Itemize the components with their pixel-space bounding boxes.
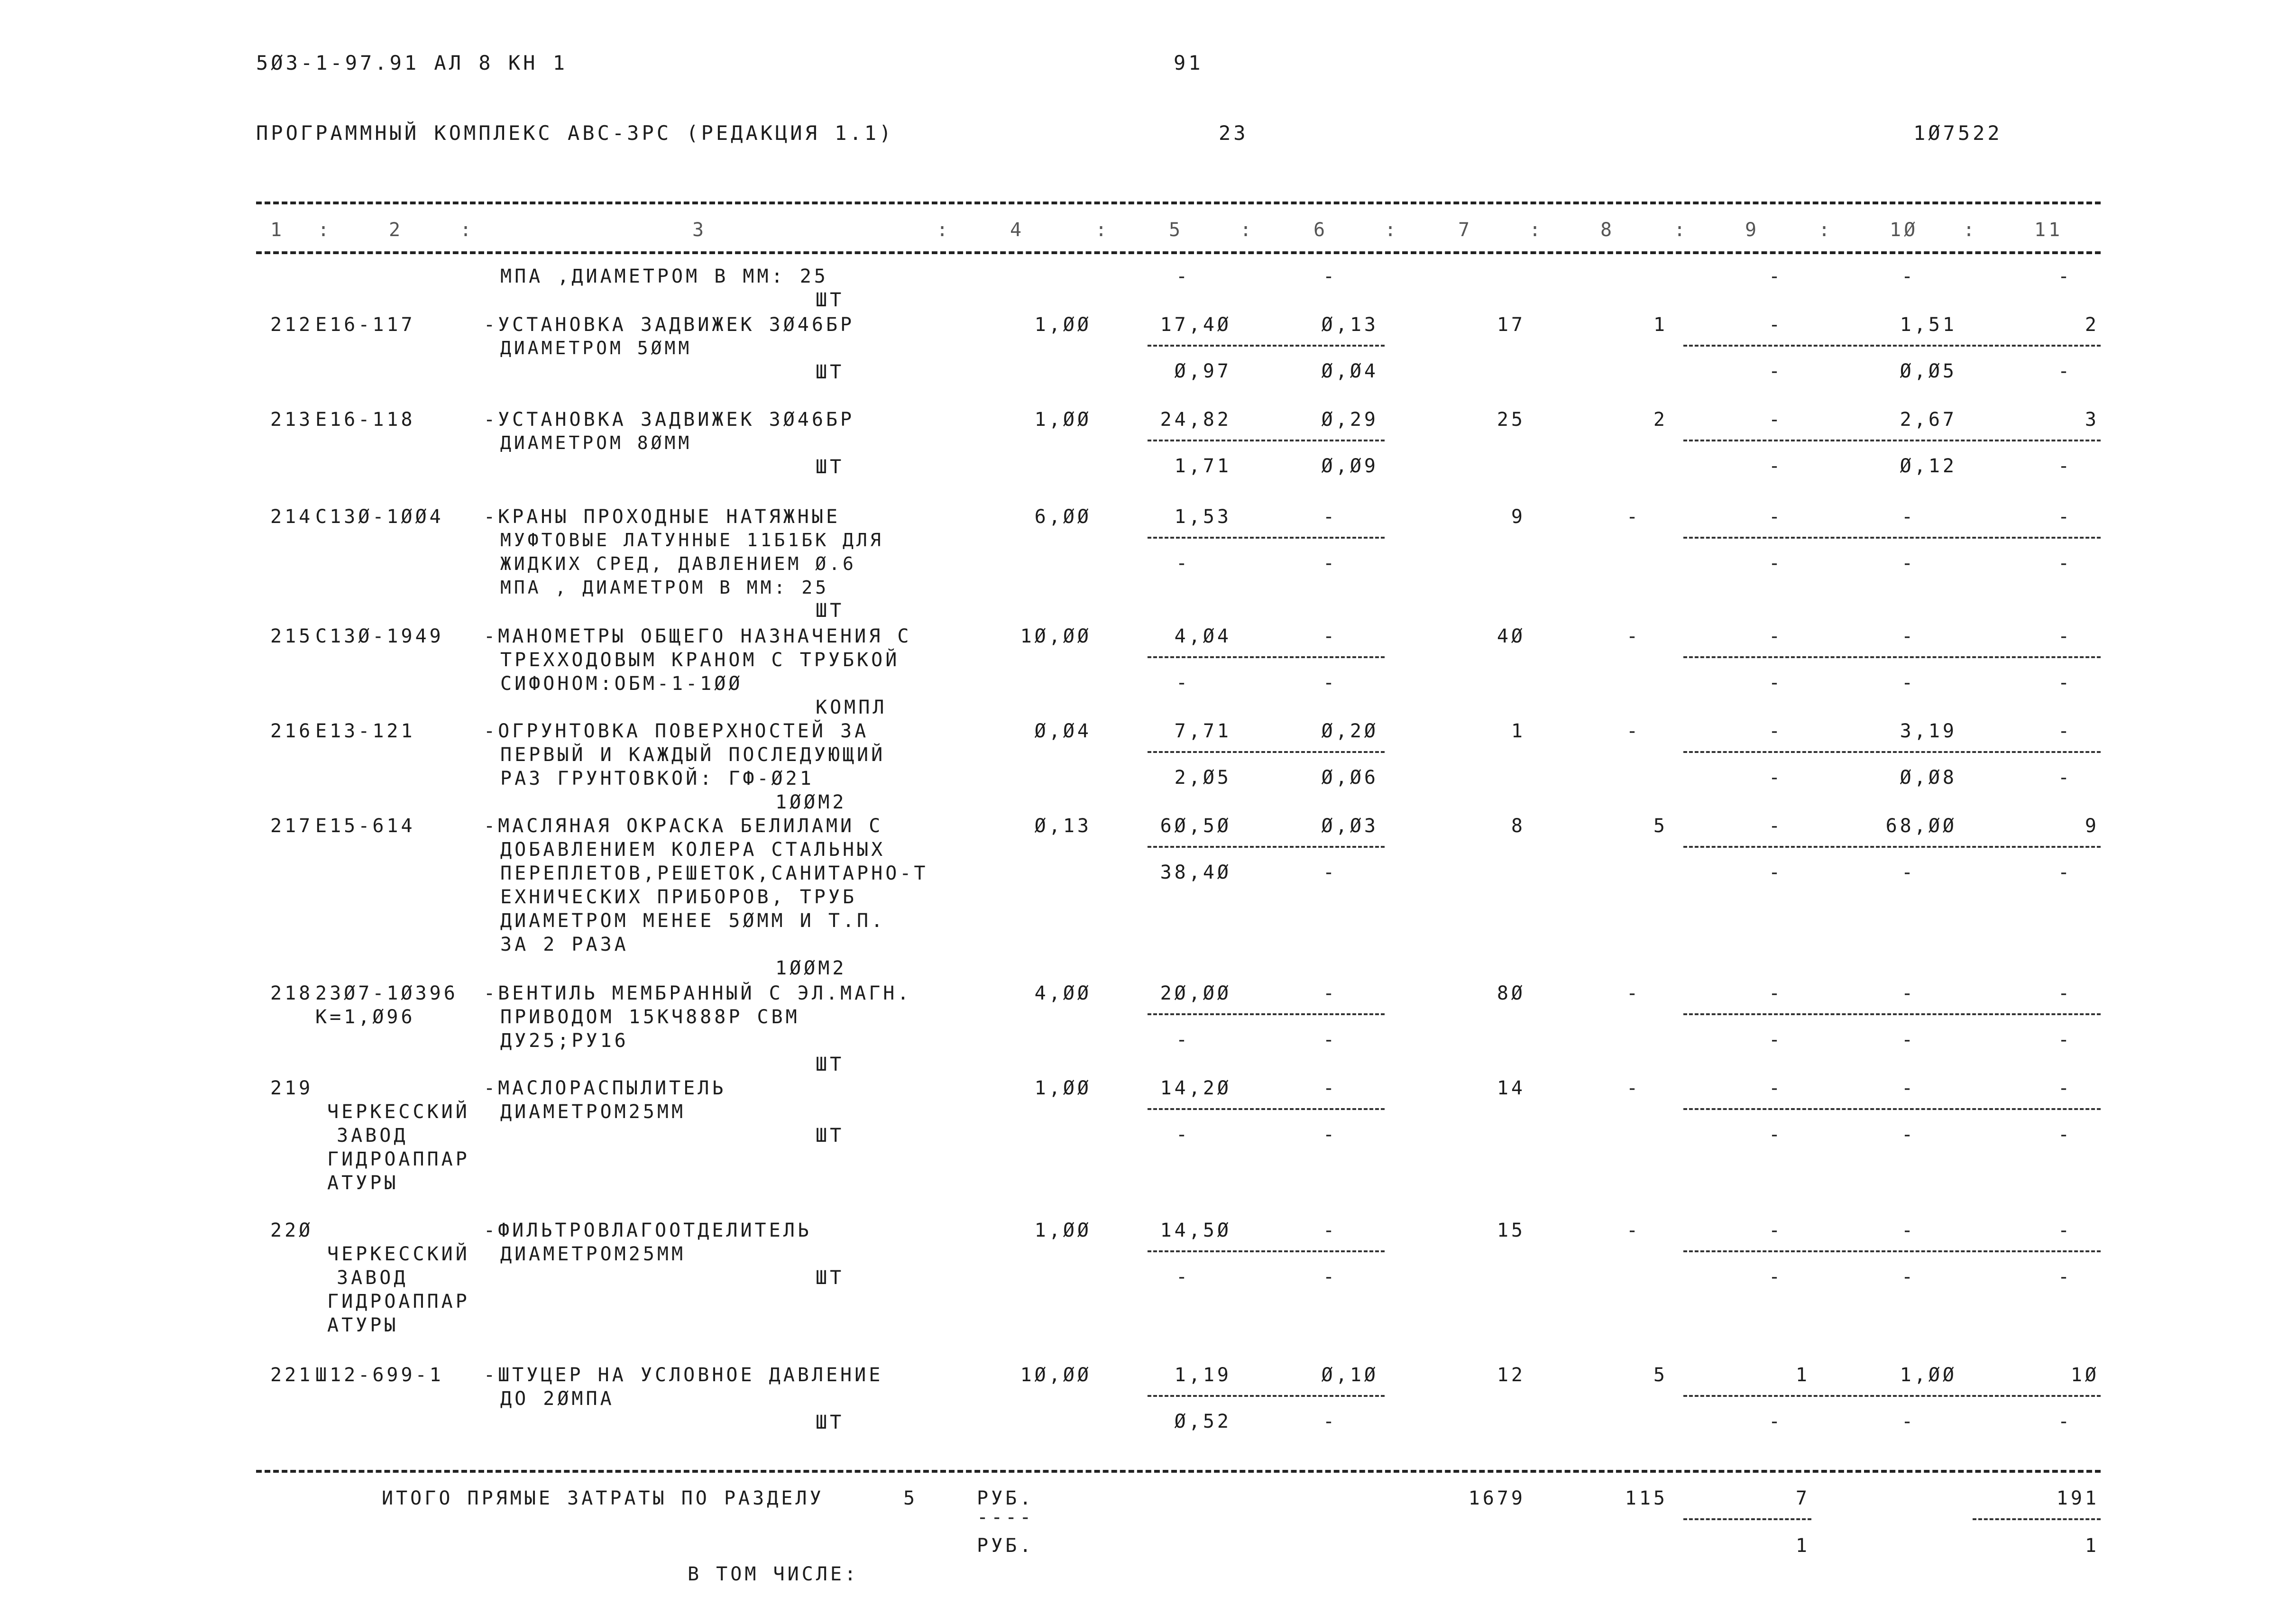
col-9-value: - (1769, 1029, 1783, 1051)
col-7-value: 8 (1511, 815, 1525, 837)
col-7-value: 14 (1497, 1077, 1525, 1099)
col-6-value: - (1323, 672, 1338, 694)
item-description: ПРИВОДОМ 15КЧ888Р СВМ (500, 1006, 800, 1028)
col-5-value: - (1176, 266, 1191, 287)
manufacturer: ЗАВОД (337, 1125, 408, 1147)
row-separator (1683, 537, 2101, 539)
col-sep: : (1963, 219, 1978, 241)
row-separator (1683, 345, 2101, 347)
col-11-value: - (2058, 982, 2073, 1004)
row-separator (1148, 1013, 1385, 1015)
item-description: ЗА 2 РАЗА (500, 934, 629, 955)
col-8-value: 5 (1653, 1364, 1668, 1386)
col-5-value: - (1176, 552, 1191, 574)
quantity: 4,ØØ (1034, 982, 1092, 1004)
manufacturer: ЗАВОД (337, 1267, 408, 1289)
col-6-value: - (1323, 625, 1338, 647)
col-11-value: - (2058, 1029, 2073, 1051)
row-number: 214 (270, 506, 313, 528)
col-5-value: 4,Ø4 (1174, 625, 1231, 647)
total-col-11: 1 (2085, 1535, 2099, 1557)
col-8-value: - (1626, 1077, 1641, 1099)
manufacturer: ЧЕРКЕССКИЙ (327, 1243, 470, 1265)
col-6-value: Ø,29 (1321, 409, 1378, 431)
item-unit: КОМПЛ (816, 697, 887, 718)
col-9-value: - (1769, 720, 1783, 742)
col-6-value: Ø,13 (1321, 314, 1378, 336)
col-9-value: - (1769, 506, 1783, 528)
col-8-value: - (1626, 1220, 1641, 1241)
col-11-value: - (2058, 767, 2073, 789)
col-9-value: - (1769, 625, 1783, 647)
row-number: 22Ø (270, 1220, 313, 1241)
row-separator (1148, 440, 1385, 441)
row-separator (1683, 1013, 2101, 1015)
quantity: 1Ø,ØØ (1020, 625, 1092, 647)
col-10-value: - (1901, 552, 1916, 574)
col-11-value: - (2058, 1266, 2073, 1288)
col-10-value: 1,ØØ (1900, 1364, 1957, 1386)
col-8-value: - (1626, 982, 1641, 1004)
item-description: ДИАМЕТРОМ МЕНЕЕ 5ØММ И Т.П. (500, 910, 886, 932)
col-sep: : (1818, 219, 1833, 241)
col-5-value: 1,71 (1174, 455, 1231, 477)
col-10-value: 1,51 (1900, 314, 1957, 336)
col-10-value: 3,19 (1900, 720, 1957, 742)
quantity: 1Ø,ØØ (1020, 1364, 1092, 1386)
col-5-value: - (1176, 1266, 1191, 1288)
rate-code: С13Ø-1949 (315, 625, 444, 647)
col-11-value: - (2058, 625, 2073, 647)
totals-rule (256, 1470, 2101, 1473)
document-id: 1Ø7522 (1913, 121, 2002, 145)
col-6-value: - (1323, 266, 1338, 287)
item-unit: ШТ (816, 1054, 845, 1075)
row-separator (1683, 846, 2101, 848)
col-10-value: - (1901, 506, 1916, 528)
col-5-value: 1,19 (1174, 1364, 1231, 1386)
col-10-value: Ø,Ø8 (1900, 767, 1957, 789)
col-11-value: - (2058, 1220, 2073, 1241)
col-8-value: - (1626, 506, 1641, 528)
total-col-8: 115 (1625, 1487, 1668, 1509)
rate-code: Е13-121 (315, 720, 415, 742)
col-sep: : (1385, 219, 1399, 241)
item-unit: ШТ (816, 1267, 845, 1289)
col-9-value: - (1769, 982, 1783, 1004)
totals-separator (1683, 1518, 1811, 1520)
col-9-value: 1 (1795, 1364, 1810, 1386)
col-10-value: - (1901, 1077, 1916, 1099)
item-unit: 1ØØМ2 (775, 957, 847, 979)
col-6-value: Ø,Ø4 (1321, 360, 1378, 382)
col-2-label: 2 (389, 219, 404, 241)
col-8-label: 8 (1600, 219, 1615, 241)
col-11-value: - (2058, 360, 2073, 382)
currency-label: РУБ. (977, 1487, 1034, 1509)
item-description: ПЕРЕПЛЕТОВ,РЕШЕТОК,САНИТАРНО-Т (500, 862, 928, 884)
col-10-value: - (1901, 1411, 1916, 1432)
item-description: ДИАМЕТРОМ25ММ (500, 1101, 686, 1123)
col-6-label: 6 (1313, 219, 1328, 241)
quantity: Ø,Ø4 (1034, 720, 1092, 742)
col-10-value: - (1901, 266, 1916, 287)
col-9-value: - (1769, 455, 1783, 477)
item-description: ЕХНИЧЕСКИХ ПРИБОРОВ, ТРУБ (500, 886, 857, 908)
col-11-value: 2 (2085, 314, 2099, 336)
total-col-7: 1679 (1468, 1487, 1525, 1509)
col-11-value: - (2058, 455, 2073, 477)
col-7-value: 25 (1497, 409, 1525, 431)
quantity: 1,ØØ (1034, 314, 1092, 336)
item-description: ДОБАВЛЕНИЕМ КОЛЕРА СТАЛЬНЫХ (500, 839, 886, 861)
item-description: ЖИДКИХ СРЕД, ДАВЛЕНИЕМ Ø.6 (500, 553, 856, 574)
col-9-value: - (1769, 862, 1783, 883)
currency-underline: ---- (977, 1506, 1034, 1528)
quantity: 1,ØØ (1034, 1220, 1092, 1241)
col-5-value: Ø,97 (1174, 360, 1231, 382)
item-description: ДИАМЕТРОМ 5ØММ (500, 338, 692, 358)
col-sep: : (1674, 219, 1689, 241)
col-10-value: 68,ØØ (1885, 815, 1957, 837)
col-10-value: - (1901, 672, 1916, 694)
col-11-label: 11 (2034, 219, 2063, 241)
document-code: 5Ø3-1-97.91 АЛ 8 КН 1 (256, 51, 568, 74)
col-10-value: - (1901, 1220, 1916, 1241)
item-unit: ШТ (816, 361, 845, 383)
col-9-value: - (1769, 1266, 1783, 1288)
including-label: В ТОМ ЧИСЛЕ: (688, 1563, 859, 1585)
col-7-value: 17 (1497, 314, 1525, 336)
item-description: -ШТУЦЕР НА УСЛОВНОЕ ДАВЛЕНИЕ (484, 1364, 883, 1386)
row-number: 217 (270, 815, 313, 837)
row-separator (1148, 751, 1385, 753)
col-11-value: - (2058, 862, 2073, 883)
item-description: -ФИЛЬТРОВЛАГООТДЕЛИТЕЛЬ (484, 1220, 812, 1241)
row-separator (1683, 1250, 2101, 1252)
col-5-value: 14,2Ø (1160, 1077, 1231, 1099)
item-description: -УСТАНОВКА ЗАДВИЖЕК 3Ø46БР (484, 314, 855, 336)
total-col-9: 1 (1795, 1535, 1810, 1557)
col-10-value: - (1901, 1029, 1916, 1051)
item-description: -МАСЛОРАСПЫЛИТЕЛЬ (484, 1077, 726, 1099)
item-description: ПЕРВЫЙ И КАЖДЫЙ ПОСЛЕДУЮЩИЙ (500, 744, 886, 766)
col-6-value: - (1323, 506, 1338, 528)
col-10-value: - (1901, 625, 1916, 647)
col-sep: : (1095, 219, 1110, 241)
row-separator (1683, 1395, 2101, 1397)
col-3-label: 3 (692, 219, 707, 241)
col-5-value: 24,82 (1160, 409, 1231, 431)
col-5-value: 7,71 (1174, 720, 1231, 742)
quantity: 6,ØØ (1034, 506, 1092, 528)
col-5-value: 2Ø,ØØ (1160, 982, 1231, 1004)
col-5-value: 2,Ø5 (1174, 767, 1231, 789)
col-11-value: - (2058, 1411, 2073, 1432)
col-7-value: 12 (1497, 1364, 1525, 1386)
item-unit: ШТ (816, 289, 845, 311)
col-11-value: - (2058, 506, 2073, 528)
item-description: -МАНОМЕТРЫ ОБЩЕГО НАЗНАЧЕНИЯ С (484, 625, 912, 647)
col-sep: : (937, 219, 951, 241)
col-6-value: Ø,1Ø (1321, 1364, 1378, 1386)
sheet-number: 23 (1219, 121, 1249, 145)
col-6-value: Ø,Ø3 (1321, 815, 1378, 837)
rate-code: С13Ø-1ØØ4 (315, 506, 444, 528)
col-9-value: - (1769, 409, 1783, 431)
col-8-value: - (1626, 720, 1641, 742)
col-10-value: 2,67 (1900, 409, 1957, 431)
col-6-value: - (1323, 982, 1338, 1004)
program-title: ПРОГРАММНЫЙ КОМПЛЕКС АВС-3РС (РЕДАКЦИЯ 1.1) (256, 121, 894, 145)
item-description: ДУ25;РУ16 (500, 1030, 629, 1052)
row-separator (1148, 1395, 1385, 1397)
col-8-value: 2 (1653, 409, 1668, 431)
row-separator (1148, 345, 1385, 347)
col-11-value: - (2058, 1124, 2073, 1146)
col-7-value: 9 (1511, 506, 1525, 528)
item-unit: ШТ (816, 1125, 845, 1147)
rate-code: 23Ø7-1Ø396 (315, 982, 458, 1004)
row-separator (1683, 440, 2101, 441)
total-col-11: 191 (2056, 1487, 2099, 1509)
col-6-value: Ø,Ø9 (1321, 455, 1378, 477)
item-description: -КРАНЫ ПРОХОДНЫЕ НАТЯЖНЫЕ (484, 506, 841, 528)
col-7-label: 7 (1458, 219, 1473, 241)
col-11-value: - (2058, 672, 2073, 694)
col-9-value: - (1769, 672, 1783, 694)
col-6-value: - (1323, 1124, 1338, 1146)
item-description: -УСТАНОВКА ЗАДВИЖЕК 3Ø46БР (484, 409, 855, 431)
col-sep: : (460, 219, 475, 241)
row-separator (1148, 1108, 1385, 1110)
item-description: МУФТОВЫЕ ЛАТУННЫЕ 11Б1БК ДЛЯ (500, 530, 884, 551)
col-10-value: - (1901, 982, 1916, 1004)
col-11-value: - (2058, 552, 2073, 574)
col-11-value: - (2058, 266, 2073, 287)
col-9-value: - (1769, 360, 1783, 382)
col-6-value: - (1323, 1077, 1338, 1099)
col-7-value: 8Ø (1497, 982, 1525, 1004)
col-sep: : (318, 219, 332, 241)
col-9-value: - (1769, 552, 1783, 574)
item-description: ТРЕХХОДОВЫМ КРАНОМ С ТРУБКОЙ (500, 649, 900, 671)
col-7-value: 1 (1511, 720, 1525, 742)
row-number: 221 (270, 1364, 313, 1386)
row-number: 219 (270, 1077, 313, 1099)
totals-label: ИТОГО ПРЯМЫЕ ЗАТРАТЫ ПО РАЗДЕЛУ (382, 1487, 824, 1509)
col-11-value: - (2058, 720, 2073, 742)
rate-code: Ш12-699-1 (315, 1364, 444, 1386)
col-6-value: Ø,Ø6 (1321, 767, 1378, 789)
item-unit: ШТ (816, 600, 845, 622)
col-10-value: Ø,Ø5 (1900, 360, 1957, 382)
col-1-label: 1 (270, 219, 285, 241)
col-9-value: - (1769, 1220, 1783, 1241)
col-9-value: - (1769, 815, 1783, 837)
currency-label: РУБ. (977, 1535, 1034, 1557)
col-11-value: - (2058, 1077, 2073, 1099)
quantity: 1,ØØ (1034, 1077, 1092, 1099)
row-separator (1148, 656, 1385, 658)
col-5-value: 38,4Ø (1160, 862, 1231, 883)
col-4-label: 4 (1010, 219, 1025, 241)
col-11-value: 3 (2085, 409, 2099, 431)
col-5-label: 5 (1169, 219, 1184, 241)
item-unit: ШТ (816, 1412, 845, 1433)
col-9-value: - (1769, 1411, 1783, 1432)
item-description: МПА , ДИАМЕТРОМ В ММ: 25 (500, 577, 829, 598)
item-description: РАЗ ГРУНТОВКОЙ: ГФ-Ø21 (500, 768, 814, 789)
col-5-value: 17,4Ø (1160, 314, 1231, 336)
item-unit: ШТ (816, 456, 845, 478)
totals-separator (1973, 1518, 2101, 1520)
col-5-value: - (1176, 1029, 1191, 1051)
item-unit: 1ØØМ2 (775, 791, 847, 813)
col-11-value: 1Ø (2070, 1364, 2099, 1386)
quantity: Ø,13 (1034, 815, 1092, 837)
row-number: 218 (270, 982, 313, 1004)
col-10-value: - (1901, 1124, 1916, 1146)
rate-code: Е16-117 (315, 314, 415, 336)
col-9-value: - (1769, 314, 1783, 336)
item-description: ДИАМЕТРОМ 8ØММ (500, 432, 692, 453)
col-10-value: - (1901, 862, 1916, 883)
manufacturer: ГИДРОАППАР (327, 1148, 470, 1170)
manufacturer: АТУРЫ (327, 1314, 399, 1336)
top-rule (256, 202, 2101, 204)
section-number: 5 (903, 1487, 918, 1509)
col-sep: : (1240, 219, 1255, 241)
col-5-value: 6Ø,5Ø (1160, 815, 1231, 837)
row-separator (1683, 751, 2101, 753)
item-description: МПА ,ДИАМЕТРОМ В ММ: 25 (500, 266, 828, 287)
item-description: СИФОНОМ:ОБМ-1-1ØØ (500, 673, 743, 695)
row-number: 213 (270, 409, 313, 431)
rate-code: Е16-118 (315, 409, 415, 431)
manufacturer: ЧЕРКЕССКИЙ (327, 1101, 470, 1123)
col-9-label: 9 (1745, 219, 1760, 241)
col-sep: : (1529, 219, 1544, 241)
col-7-value: 4Ø (1497, 625, 1525, 647)
col-9-value: - (1769, 1124, 1783, 1146)
col-8-value: - (1626, 625, 1641, 647)
col-5-value: 1,53 (1174, 506, 1231, 528)
row-number: 212 (270, 314, 313, 336)
row-separator (1148, 1250, 1385, 1252)
col-6-value: - (1323, 1266, 1338, 1288)
page-number: 91 (1174, 51, 1203, 74)
col-10-label: 1Ø (1890, 219, 1919, 241)
col-10-value: - (1901, 1266, 1916, 1288)
col-6-value: - (1323, 862, 1338, 883)
col-8-value: 1 (1653, 314, 1668, 336)
row-number: 216 (270, 720, 313, 742)
header-rule (256, 251, 2101, 254)
col-6-value: - (1323, 1220, 1338, 1241)
col-10-value: Ø,12 (1900, 455, 1957, 477)
col-9-value: - (1769, 767, 1783, 789)
rate-coefficient: К=1,Ø96 (315, 1006, 415, 1028)
row-separator (1148, 537, 1385, 539)
col-5-value: 14,5Ø (1160, 1220, 1231, 1241)
rate-code: Е15-614 (315, 815, 415, 837)
item-description: -МАСЛЯНАЯ ОКРАСКА БЕЛИЛАМИ С (484, 815, 883, 837)
col-6-value: - (1323, 552, 1338, 574)
row-separator (1148, 846, 1385, 848)
col-8-value: 5 (1653, 815, 1668, 837)
col-9-value: - (1769, 266, 1783, 287)
col-6-value: - (1323, 1029, 1338, 1051)
quantity: 1,ØØ (1034, 409, 1092, 431)
row-separator (1683, 1108, 2101, 1110)
item-description: -ВЕНТИЛЬ МЕМБРАННЫЙ С ЭЛ.МАГН. (484, 982, 912, 1004)
col-5-value: - (1176, 672, 1191, 694)
col-6-value: Ø,2Ø (1321, 720, 1378, 742)
col-11-value: 9 (2085, 815, 2099, 837)
manufacturer: АТУРЫ (327, 1172, 399, 1194)
item-description: ДИАМЕТРОМ25ММ (500, 1243, 686, 1265)
row-separator (1683, 656, 2101, 658)
total-col-9: 7 (1795, 1487, 1810, 1509)
row-number: 215 (270, 625, 313, 647)
col-9-value: - (1769, 1077, 1783, 1099)
col-5-value: - (1176, 1124, 1191, 1146)
col-6-value: - (1323, 1411, 1338, 1432)
manufacturer: ГИДРОАППАР (327, 1291, 470, 1312)
item-description: -ОГРУНТОВКА ПОВЕРХНОСТЕЙ ЗА (484, 720, 869, 742)
col-5-value: Ø,52 (1174, 1411, 1231, 1432)
col-7-value: 15 (1497, 1220, 1525, 1241)
item-description: ДО 2ØМПА (500, 1388, 615, 1410)
